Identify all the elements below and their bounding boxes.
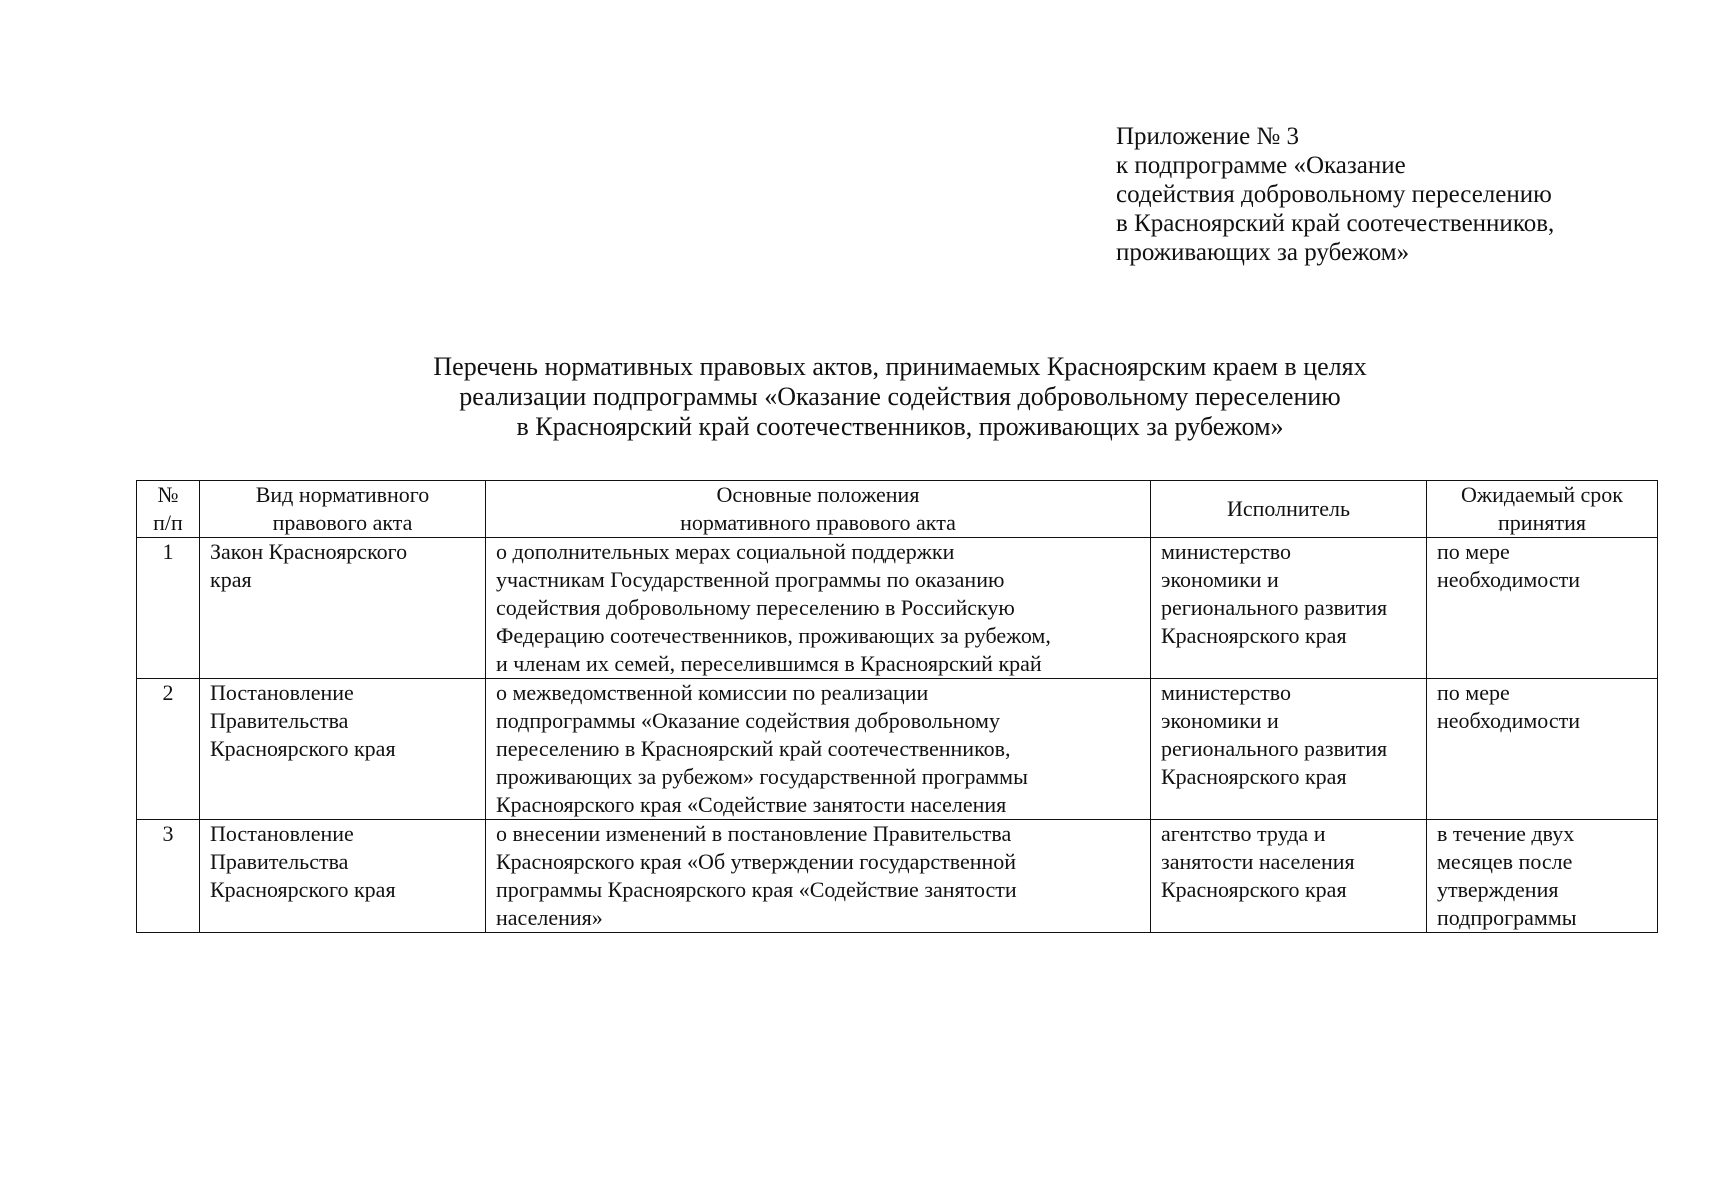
cell-line: агентство труда и (1161, 821, 1326, 846)
cell-line: Красноярского края (1161, 623, 1347, 648)
cell-line: о внесении изменений в постановление Правительства (496, 821, 1012, 846)
document-title (300, 352, 1500, 442)
header-text: Ожидаемый срок (1460, 482, 1623, 507)
cell-line: Красноярского края (1161, 877, 1347, 902)
cell-line: о межведомственной комиссии по реализации (496, 680, 929, 705)
cell-provisions (486, 538, 1151, 679)
cell-line: Федерацию соотечественников, проживающих за рубежом, (496, 623, 1051, 648)
cell-line: министерство (1161, 680, 1292, 705)
cell-line: занятости населения (1161, 849, 1355, 874)
cell-line: необходимости (1437, 567, 1581, 592)
cell-deadline (1427, 679, 1658, 820)
table-header-row (137, 481, 1658, 538)
cell-line: Правительства (210, 849, 349, 874)
cell-line: Постановление (210, 821, 354, 846)
cell-line: и членам их семей, переселившимся в Красноярский край (496, 651, 1042, 676)
cell-line: регионального развития (1161, 736, 1388, 761)
header-executor (1151, 481, 1427, 538)
header-number (137, 481, 200, 538)
cell-line: населения» (496, 905, 603, 930)
header-text: Исполнитель (1226, 496, 1351, 521)
cell-line: по мере (1437, 539, 1510, 564)
cell-line: переселению в Красноярский край соотечественников, (496, 736, 1011, 761)
header-text: п/п (153, 510, 183, 535)
cell-act-type (200, 820, 486, 933)
appendix-line: Приложение № 3 (1116, 123, 1300, 150)
appendix-line: проживающих за рубежом» (1116, 239, 1410, 266)
cell-line: о дополнительных мерах социальной поддержки (496, 539, 955, 564)
cell-line: Закон Красноярского (210, 539, 408, 564)
cell-line: регионального развития (1161, 595, 1388, 620)
cell-line: утверждения (1437, 877, 1559, 902)
cell-line: министерство (1161, 539, 1292, 564)
header-text: нормативного правового акта (680, 510, 956, 535)
cell-line: Красноярского края (1161, 764, 1347, 789)
title-line: реализации подпрограммы «Оказание содействия добровольному переселению (459, 382, 1341, 411)
cell-number: 1 (137, 538, 200, 679)
cell-provisions (486, 820, 1151, 933)
cell-line: Красноярского края «Об утверждении государственной (496, 849, 1017, 874)
appendix-line: содействия добровольному переселению (1116, 181, 1552, 208)
cell-line: Правительства (210, 708, 349, 733)
header-text: Основные положения (716, 482, 920, 507)
header-text: Вид нормативного (255, 482, 430, 507)
cell-executor (1151, 538, 1427, 679)
cell-line: участникам Государственной программы по оказанию (496, 567, 1005, 592)
cell-provisions (486, 679, 1151, 820)
cell-line: месяцев после (1437, 849, 1573, 874)
header-deadline (1427, 481, 1658, 538)
appendix-line: к подпрограмме «Оказание (1116, 152, 1406, 179)
table-row (137, 820, 1658, 933)
cell-act-type (200, 538, 486, 679)
table-row (137, 538, 1658, 679)
cell-line: экономики и (1161, 708, 1279, 733)
title-line: в Красноярский край соотечественников, проживающих за рубежом» (516, 412, 1284, 441)
title-line: Перечень нормативных правовых актов, принимаемых Красноярским краем в целях (433, 352, 1367, 381)
cell-deadline (1427, 538, 1658, 679)
header-text: № (157, 482, 179, 507)
header-text: правового акта (272, 510, 413, 535)
cell-executor (1151, 820, 1427, 933)
cell-number: 2 (137, 679, 200, 820)
legal-acts-table (136, 480, 1658, 933)
cell-line: Постановление (210, 680, 354, 705)
cell-line: проживающих за рубежом» государственной программы (496, 764, 1028, 789)
cell-executor (1151, 679, 1427, 820)
header-text: принятия (1498, 510, 1586, 535)
cell-line: подпрограммы «Оказание содействия добровольному (496, 708, 1000, 733)
cell-line: Красноярского края «Содействие занятости населения (496, 792, 1007, 817)
cell-line: Красноярского края (210, 736, 396, 761)
cell-line: в течение двух (1437, 821, 1575, 846)
cell-line: программы Красноярского края «Содействие занятости (496, 877, 1017, 902)
appendix-line: в Красноярский край соотечественников, (1116, 210, 1555, 237)
header-act-type (200, 481, 486, 538)
header-provisions (486, 481, 1151, 538)
table-row (137, 679, 1658, 820)
cell-act-type (200, 679, 486, 820)
cell-line: Красноярского края (210, 877, 396, 902)
cell-number: 3 (137, 820, 200, 933)
cell-line: по мере (1437, 680, 1510, 705)
appendix-note (1116, 122, 1554, 267)
cell-line: экономики и (1161, 567, 1279, 592)
cell-line: подпрограммы (1437, 905, 1577, 930)
cell-deadline (1427, 820, 1658, 933)
cell-line: необходимости (1437, 708, 1581, 733)
cell-line: края (210, 567, 252, 592)
cell-line: содействия добровольному переселению в Российскую (496, 595, 1015, 620)
